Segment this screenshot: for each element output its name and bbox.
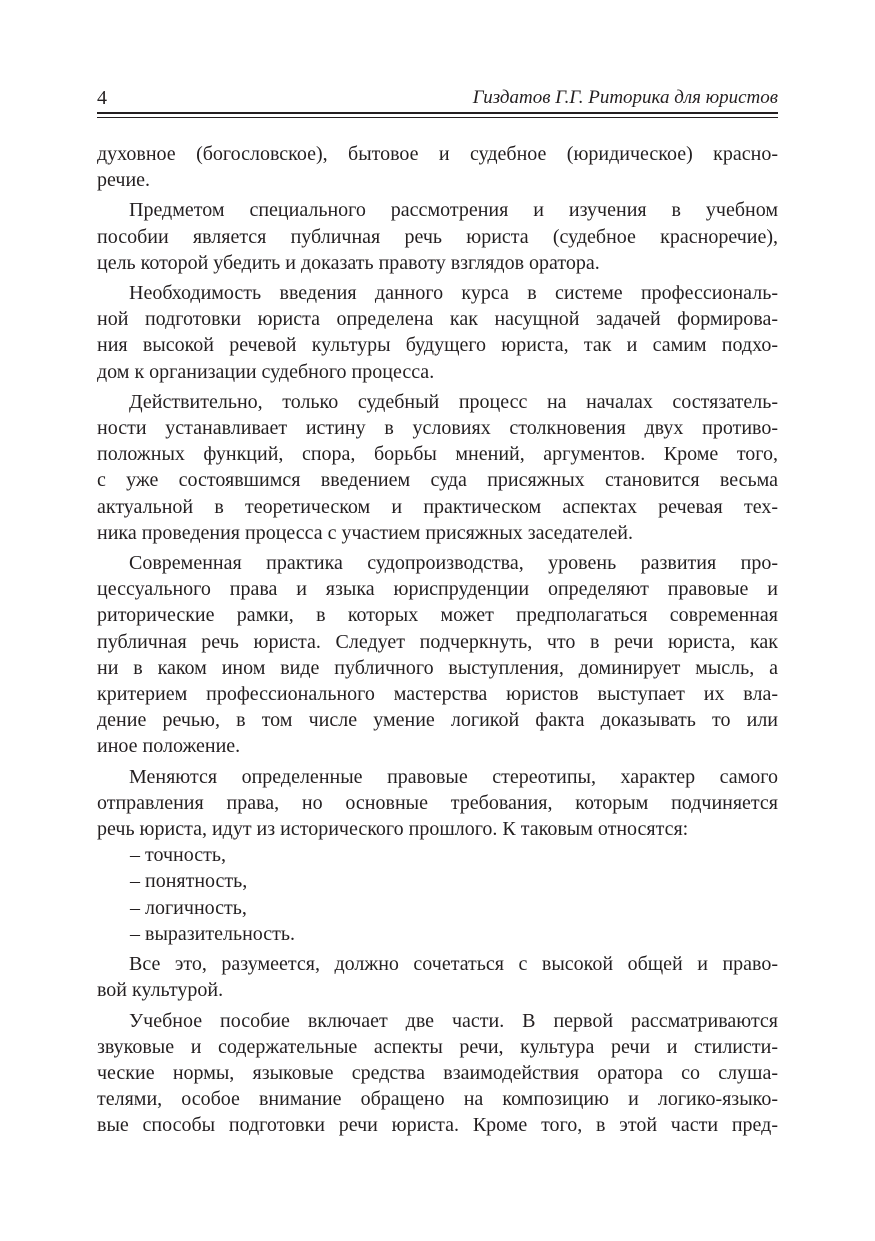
text-line: отправления права, но основные требования, которым подчиняется [97,791,778,814]
text-line: цель которой убедить и доказать правоту взглядов оратора. [97,251,600,274]
paragraph [97,197,778,276]
text-line: положных функций, спора, борьбы мнений, аргументов. Кроме того, [97,443,778,466]
text-line: Учебное пособие включает две части. В первой рассматриваются [129,1009,778,1032]
text-line: вые способы подготовки речи юриста. Кроме того, в этой части пред- [97,1114,778,1137]
text-line: ника проведения процесса с участием присяжных заседателей. [97,521,633,544]
list-item: – выразительность. [130,922,296,945]
requirements-list [97,842,778,947]
text-line: ния высокой речевой культуры будущего юриста, так и самим подхо- [97,334,778,357]
text-line: иное положение. [97,735,241,758]
page-number: 4 [97,87,107,109]
text-line: звуковые и содержательные аспекты речи, культура речи и стилисти- [97,1035,778,1058]
body-text [97,141,778,1143]
paragraph [97,550,778,760]
text-line: дение речью, в том числе умение логикой факта доказывать то или [97,709,778,732]
header-rule-thick [97,112,778,114]
text-line: речие. [97,169,151,192]
running-title: Гиздатов Г.Г. Риторика для юристов [472,87,778,108]
text-line: ческие нормы, языковые средства взаимодействия оратора со слуша- [97,1061,778,1084]
text-line: Действительно, только судебный процесс на началах состязатель- [129,390,778,413]
text-line: критерием профессионального мастерства юристов выступает их вла- [97,683,778,706]
text-line: дом к организации судебного процесса. [97,360,435,383]
text-line: Предметом специального рассмотрения и изучения в учебном [129,199,778,222]
text-line: Современная практика судопроизводства, уровень развития про- [129,552,778,575]
header-rule-thin [97,117,778,118]
text-line: Необходимость введения данного курса в системе профессиональ- [129,282,778,305]
paragraph [97,1008,778,1139]
text-line: ной подготовки юриста определена как насущной задачей формирова- [97,308,778,331]
text-line: актуальной в теоретическом и практическом аспектах речевая тех- [97,495,778,518]
text-line: цессуального права и языка юриспруденции определяют правовые и [97,578,778,601]
list-item: – логичность, [130,896,247,919]
text-line: ни в каком ином виде публичного выступления, доминирует мысль, а [97,656,778,679]
list-item: – понятность, [130,870,248,893]
paragraph [97,951,778,1003]
text-line: пособии является публичная речь юриста (судебное красноречие), [97,225,778,248]
paragraph [97,764,778,843]
text-line: риторические рамки, в которых может предполагаться современная [97,604,778,627]
text-line: ности устанавливает истину в условиях столкновения двух противо- [97,417,778,440]
text-line: речь юриста, идут из исторического прошлого. К таковым относятся: [97,818,689,841]
text-line: духовное (богословское), бытовое и судебное (юридическое) красно- [97,143,778,165]
text-line: публичная речь юриста. Следует подчеркнуть, что в речи юриста, как [97,630,778,653]
paragraph [97,141,778,193]
text-line: телями, особое внимание обращено на композицию и логико-языко- [97,1088,778,1111]
text-line: вой культурой. [97,979,224,1002]
text-line: Меняются определенные правовые стереотипы, характер самого [129,765,778,788]
text-line: с уже состоявшимся введением суда присяжных становится весьма [97,469,778,492]
paragraph [97,280,778,385]
list-item: – точность, [130,844,226,867]
paragraph [97,389,778,546]
text-line: Все это, разумеется, должно сочетаться с высокой общей и право- [129,953,778,976]
